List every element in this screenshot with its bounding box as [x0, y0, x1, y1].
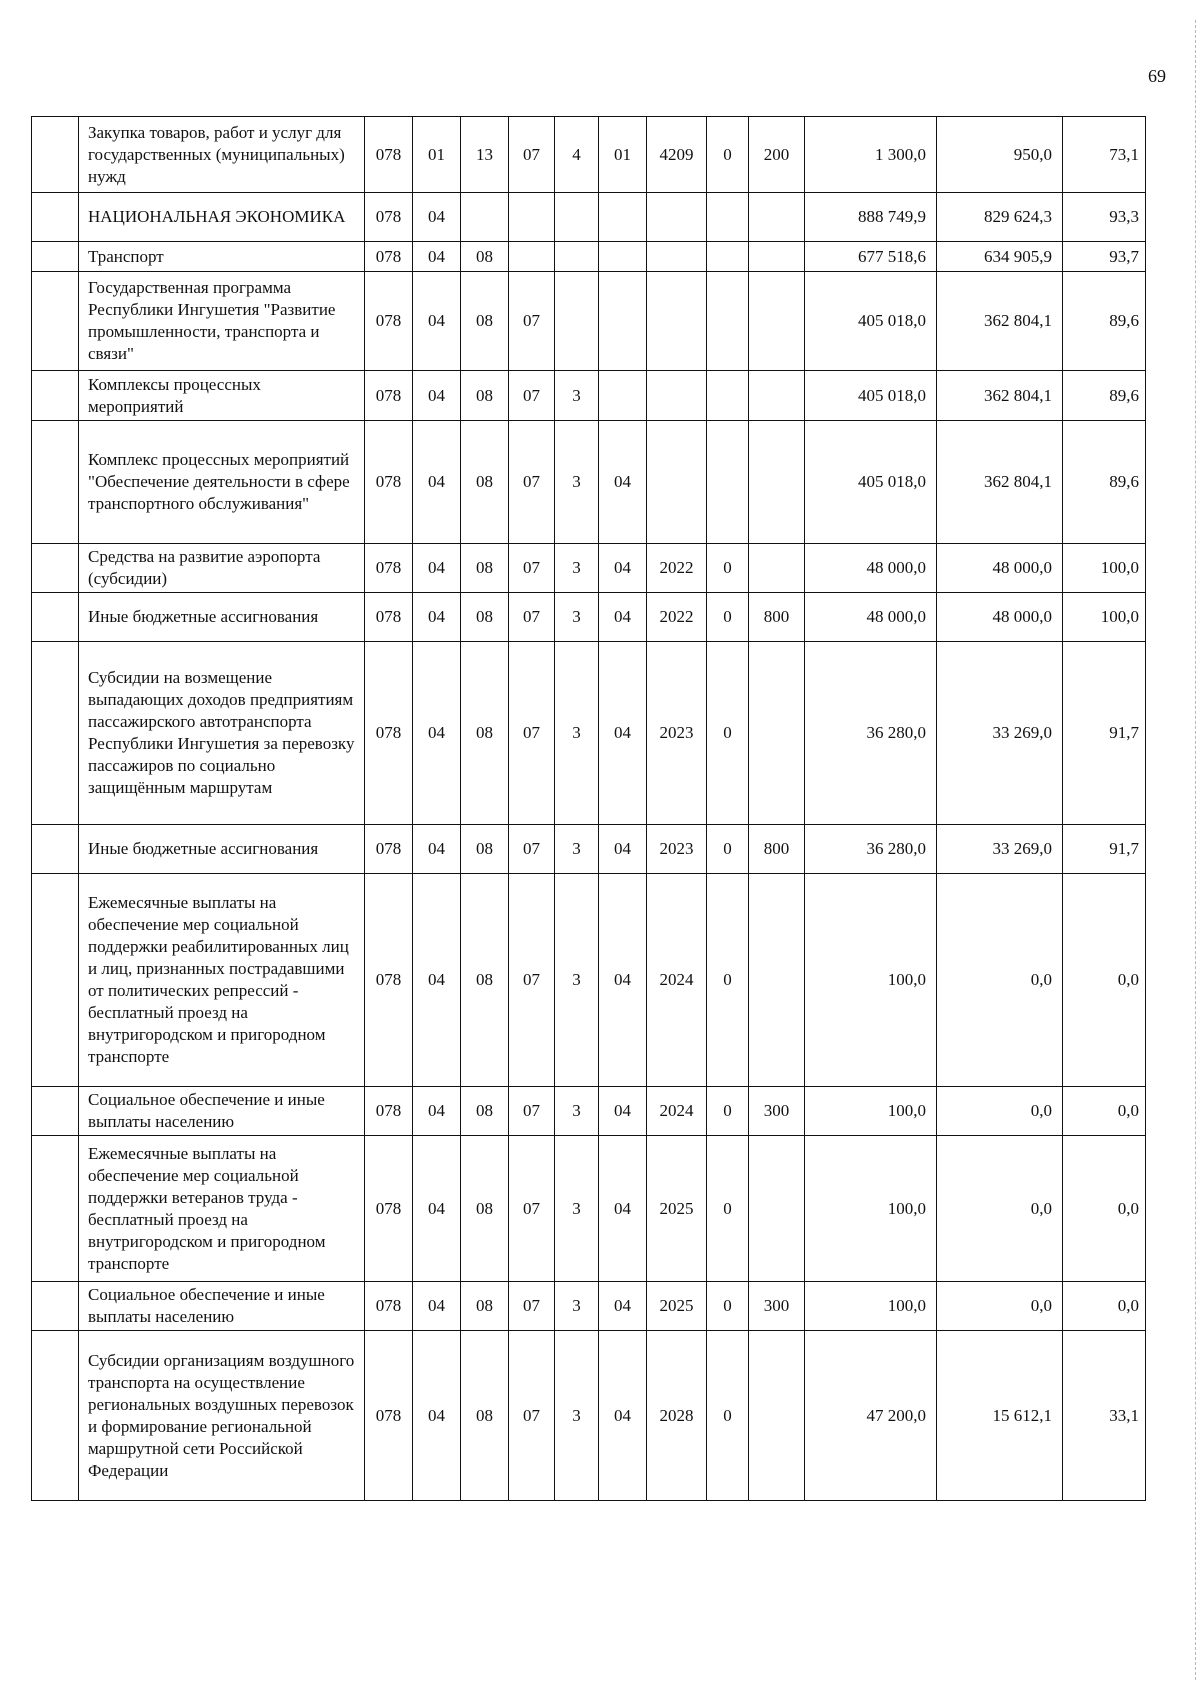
- cell-complex-code: [599, 242, 647, 272]
- cell-direction-suffix: 0: [707, 1087, 749, 1136]
- cell-item-name: Ежемесячные выплаты на обеспечение мер социальной поддержки реабилитированных лиц и лиц, признанных пострадавшими от политических репрессий - бесплатный проезд на внутригородском и пригородном транспорте: [79, 874, 365, 1087]
- cell-item-name: Средства на развитие аэропорта (субсидии): [79, 544, 365, 593]
- cell-execution-percent: 0,0: [1063, 874, 1146, 1087]
- cell-execution-percent: 0,0: [1063, 1282, 1146, 1331]
- cell-planned-amount: 405 018,0: [805, 421, 937, 544]
- cell-actual-amount: 362 804,1: [937, 371, 1063, 421]
- cell-direction-suffix: 0: [707, 642, 749, 825]
- cell-row-number: [32, 193, 79, 242]
- cell-complex-code: [599, 272, 647, 371]
- cell-actual-amount: 0,0: [937, 1282, 1063, 1331]
- cell-planned-amount: 677 518,6: [805, 242, 937, 272]
- cell-execution-percent: 93,3: [1063, 193, 1146, 242]
- cell-subsection-code: 13: [461, 117, 509, 193]
- cell-direction-suffix: 0: [707, 1136, 749, 1282]
- cell-direction-suffix: 0: [707, 1331, 749, 1501]
- cell-direction-code: 2025: [647, 1282, 707, 1331]
- cell-program-code: 07: [509, 874, 555, 1087]
- cell-execution-percent: 0,0: [1063, 1087, 1146, 1136]
- cell-direction-code: 2024: [647, 1087, 707, 1136]
- cell-section-code: 04: [413, 371, 461, 421]
- cell-actual-amount: 829 624,3: [937, 193, 1063, 242]
- cell-direction-code: 2024: [647, 874, 707, 1087]
- cell-complex-code: [599, 371, 647, 421]
- cell-ministry-code: 078: [365, 544, 413, 593]
- cell-actual-amount: 0,0: [937, 874, 1063, 1087]
- cell-expense-type-code: 300: [749, 1087, 805, 1136]
- cell-complex-code: 04: [599, 421, 647, 544]
- cell-item-name: Субсидии организациям воздушного транспорта на осуществление региональных воздушных перевозок и формирование региональной маршрутной сети Российской Федерации: [79, 1331, 365, 1501]
- cell-direction-code: [647, 242, 707, 272]
- table-row: [32, 874, 1146, 1087]
- cell-program-type-code: [555, 272, 599, 371]
- cell-row-number: [32, 371, 79, 421]
- cell-actual-amount: 362 804,1: [937, 272, 1063, 371]
- cell-planned-amount: 405 018,0: [805, 272, 937, 371]
- cell-program-type-code: [555, 193, 599, 242]
- table-row: [32, 117, 1146, 193]
- cell-execution-percent: 73,1: [1063, 117, 1146, 193]
- cell-planned-amount: 36 280,0: [805, 642, 937, 825]
- cell-ministry-code: 078: [365, 242, 413, 272]
- cell-direction-suffix: [707, 421, 749, 544]
- cell-subsection-code: 08: [461, 1087, 509, 1136]
- cell-item-name: НАЦИОНАЛЬНАЯ ЭКОНОМИКА: [79, 193, 365, 242]
- table-row: [32, 1331, 1146, 1501]
- cell-expense-type-code: 200: [749, 117, 805, 193]
- cell-actual-amount: 362 804,1: [937, 421, 1063, 544]
- cell-ministry-code: 078: [365, 1087, 413, 1136]
- cell-section-code: 04: [413, 1087, 461, 1136]
- cell-subsection-code: 08: [461, 825, 509, 874]
- cell-subsection-code: 08: [461, 1331, 509, 1501]
- cell-direction-code: 2023: [647, 642, 707, 825]
- cell-ministry-code: 078: [365, 371, 413, 421]
- cell-row-number: [32, 544, 79, 593]
- cell-program-code: 07: [509, 371, 555, 421]
- cell-ministry-code: 078: [365, 825, 413, 874]
- cell-complex-code: 04: [599, 825, 647, 874]
- cell-expense-type-code: [749, 371, 805, 421]
- cell-planned-amount: 100,0: [805, 1282, 937, 1331]
- cell-execution-percent: 91,7: [1063, 642, 1146, 825]
- cell-ministry-code: 078: [365, 642, 413, 825]
- scan-edge-line: [1195, 20, 1196, 1680]
- cell-actual-amount: 950,0: [937, 117, 1063, 193]
- cell-subsection-code: 08: [461, 371, 509, 421]
- cell-row-number: [32, 1282, 79, 1331]
- cell-item-name: Закупка товаров, работ и услуг для государственных (муниципальных) нужд: [79, 117, 365, 193]
- cell-program-code: 07: [509, 272, 555, 371]
- cell-program-type-code: 3: [555, 371, 599, 421]
- cell-planned-amount: 48 000,0: [805, 593, 937, 642]
- cell-section-code: 01: [413, 117, 461, 193]
- cell-ministry-code: 078: [365, 421, 413, 544]
- table-row: [32, 544, 1146, 593]
- cell-program-type-code: 3: [555, 1087, 599, 1136]
- cell-actual-amount: 15 612,1: [937, 1331, 1063, 1501]
- cell-complex-code: 04: [599, 544, 647, 593]
- cell-direction-suffix: [707, 371, 749, 421]
- cell-direction-code: [647, 272, 707, 371]
- cell-actual-amount: 48 000,0: [937, 544, 1063, 593]
- cell-program-code: 07: [509, 1282, 555, 1331]
- cell-program-type-code: 3: [555, 825, 599, 874]
- cell-subsection-code: [461, 193, 509, 242]
- cell-section-code: 04: [413, 1136, 461, 1282]
- cell-complex-code: 04: [599, 1282, 647, 1331]
- cell-direction-code: 2022: [647, 593, 707, 642]
- cell-planned-amount: 36 280,0: [805, 825, 937, 874]
- cell-direction-code: 4209: [647, 117, 707, 193]
- cell-section-code: 04: [413, 421, 461, 544]
- cell-complex-code: [599, 193, 647, 242]
- cell-ministry-code: 078: [365, 1136, 413, 1282]
- cell-row-number: [32, 593, 79, 642]
- table-row: [32, 1282, 1146, 1331]
- cell-direction-suffix: [707, 193, 749, 242]
- cell-program-code: 07: [509, 421, 555, 544]
- cell-ministry-code: 078: [365, 1282, 413, 1331]
- cell-expense-type-code: [749, 642, 805, 825]
- cell-row-number: [32, 242, 79, 272]
- cell-actual-amount: 48 000,0: [937, 593, 1063, 642]
- cell-ministry-code: 078: [365, 193, 413, 242]
- cell-planned-amount: 47 200,0: [805, 1331, 937, 1501]
- cell-execution-percent: 100,0: [1063, 593, 1146, 642]
- cell-direction-suffix: 0: [707, 874, 749, 1087]
- cell-expense-type-code: [749, 1136, 805, 1282]
- cell-program-type-code: 3: [555, 421, 599, 544]
- cell-subsection-code: 08: [461, 1282, 509, 1331]
- cell-execution-percent: 93,7: [1063, 242, 1146, 272]
- cell-execution-percent: 33,1: [1063, 1331, 1146, 1501]
- cell-section-code: 04: [413, 242, 461, 272]
- cell-expense-type-code: [749, 544, 805, 593]
- cell-program-code: 07: [509, 1087, 555, 1136]
- cell-section-code: 04: [413, 874, 461, 1087]
- table-row: [32, 642, 1146, 825]
- cell-complex-code: 04: [599, 1087, 647, 1136]
- cell-section-code: 04: [413, 1282, 461, 1331]
- cell-complex-code: 04: [599, 1136, 647, 1282]
- table-body: [32, 117, 1146, 1501]
- cell-actual-amount: 33 269,0: [937, 642, 1063, 825]
- page-number: 69: [1148, 66, 1166, 86]
- cell-program-type-code: 3: [555, 874, 599, 1087]
- cell-section-code: 04: [413, 272, 461, 371]
- cell-item-name: Ежемесячные выплаты на обеспечение мер социальной поддержки ветеранов труда - бесплатный проезд на внутригородском и пригородном транспорте: [79, 1136, 365, 1282]
- cell-expense-type-code: [749, 421, 805, 544]
- cell-program-code: 07: [509, 642, 555, 825]
- cell-item-name: Комплекс процессных мероприятий "Обеспечение деятельности в сфере транспортного обслуживания": [79, 421, 365, 544]
- table-row: [32, 272, 1146, 371]
- cell-row-number: [32, 874, 79, 1087]
- cell-program-code: 07: [509, 825, 555, 874]
- cell-expense-type-code: 300: [749, 1282, 805, 1331]
- cell-program-code: 07: [509, 1331, 555, 1501]
- cell-planned-amount: 1 300,0: [805, 117, 937, 193]
- cell-program-type-code: 3: [555, 1136, 599, 1282]
- cell-expense-type-code: [749, 874, 805, 1087]
- cell-direction-code: 2025: [647, 1136, 707, 1282]
- cell-complex-code: 01: [599, 117, 647, 193]
- cell-item-name: Социальное обеспечение и иные выплаты населению: [79, 1087, 365, 1136]
- cell-complex-code: 04: [599, 874, 647, 1087]
- cell-complex-code: 04: [599, 1331, 647, 1501]
- cell-program-type-code: [555, 242, 599, 272]
- cell-section-code: 04: [413, 642, 461, 825]
- cell-planned-amount: 888 749,9: [805, 193, 937, 242]
- cell-execution-percent: 100,0: [1063, 544, 1146, 593]
- cell-ministry-code: 078: [365, 117, 413, 193]
- cell-ministry-code: 078: [365, 1331, 413, 1501]
- table-row: [32, 421, 1146, 544]
- cell-subsection-code: 08: [461, 874, 509, 1087]
- cell-program-code: [509, 242, 555, 272]
- cell-execution-percent: 0,0: [1063, 1136, 1146, 1282]
- cell-direction-code: [647, 193, 707, 242]
- cell-program-code: 07: [509, 117, 555, 193]
- cell-program-code: [509, 193, 555, 242]
- cell-program-code: 07: [509, 544, 555, 593]
- cell-item-name: Комплексы процессных мероприятий: [79, 371, 365, 421]
- cell-actual-amount: 0,0: [937, 1136, 1063, 1282]
- cell-execution-percent: 89,6: [1063, 421, 1146, 544]
- cell-row-number: [32, 825, 79, 874]
- cell-expense-type-code: 800: [749, 825, 805, 874]
- cell-direction-code: 2023: [647, 825, 707, 874]
- cell-actual-amount: 33 269,0: [937, 825, 1063, 874]
- budget-table: [31, 116, 1146, 1501]
- cell-ministry-code: 078: [365, 593, 413, 642]
- table-row: [32, 242, 1146, 272]
- cell-row-number: [32, 1087, 79, 1136]
- cell-row-number: [32, 272, 79, 371]
- table-row: [32, 371, 1146, 421]
- cell-direction-suffix: [707, 272, 749, 371]
- cell-program-type-code: 3: [555, 1282, 599, 1331]
- cell-section-code: 04: [413, 544, 461, 593]
- cell-expense-type-code: [749, 193, 805, 242]
- table-row: [32, 1087, 1146, 1136]
- cell-planned-amount: 100,0: [805, 874, 937, 1087]
- cell-item-name: Иные бюджетные ассигнования: [79, 593, 365, 642]
- table-row: [32, 593, 1146, 642]
- cell-section-code: 04: [413, 825, 461, 874]
- cell-subsection-code: 08: [461, 421, 509, 544]
- cell-section-code: 04: [413, 1331, 461, 1501]
- cell-item-name: Субсидии на возмещение выпадающих доходов предприятиям пассажирского автотранспорта Республики Ингушетия за перевозку пассажиров по социально защищённым маршрутам: [79, 642, 365, 825]
- cell-subsection-code: 08: [461, 544, 509, 593]
- cell-row-number: [32, 1331, 79, 1501]
- table-row: [32, 193, 1146, 242]
- cell-complex-code: 04: [599, 593, 647, 642]
- cell-row-number: [32, 117, 79, 193]
- cell-direction-suffix: 0: [707, 117, 749, 193]
- cell-expense-type-code: [749, 272, 805, 371]
- cell-item-name: Социальное обеспечение и иные выплаты населению: [79, 1282, 365, 1331]
- cell-complex-code: 04: [599, 642, 647, 825]
- cell-subsection-code: 08: [461, 1136, 509, 1282]
- table-row: [32, 825, 1146, 874]
- cell-planned-amount: 100,0: [805, 1136, 937, 1282]
- cell-ministry-code: 078: [365, 874, 413, 1087]
- cell-program-code: 07: [509, 593, 555, 642]
- cell-actual-amount: 0,0: [937, 1087, 1063, 1136]
- cell-actual-amount: 634 905,9: [937, 242, 1063, 272]
- cell-direction-suffix: 0: [707, 544, 749, 593]
- cell-direction-suffix: 0: [707, 1282, 749, 1331]
- cell-item-name: Иные бюджетные ассигнования: [79, 825, 365, 874]
- cell-planned-amount: 48 000,0: [805, 544, 937, 593]
- cell-execution-percent: 89,6: [1063, 371, 1146, 421]
- cell-expense-type-code: [749, 242, 805, 272]
- cell-expense-type-code: [749, 1331, 805, 1501]
- cell-section-code: 04: [413, 193, 461, 242]
- cell-direction-code: 2028: [647, 1331, 707, 1501]
- cell-subsection-code: 08: [461, 593, 509, 642]
- cell-subsection-code: 08: [461, 272, 509, 371]
- cell-item-name: Транспорт: [79, 242, 365, 272]
- cell-planned-amount: 100,0: [805, 1087, 937, 1136]
- cell-expense-type-code: 800: [749, 593, 805, 642]
- cell-direction-suffix: [707, 242, 749, 272]
- cell-program-type-code: 3: [555, 642, 599, 825]
- cell-direction-suffix: 0: [707, 593, 749, 642]
- cell-program-type-code: 3: [555, 544, 599, 593]
- cell-direction-code: [647, 421, 707, 544]
- cell-planned-amount: 405 018,0: [805, 371, 937, 421]
- cell-direction-suffix: 0: [707, 825, 749, 874]
- cell-item-name: Государственная программа Республики Ингушетия "Развитие промышленности, транспорта и связи": [79, 272, 365, 371]
- cell-row-number: [32, 1136, 79, 1282]
- cell-direction-code: 2022: [647, 544, 707, 593]
- cell-row-number: [32, 642, 79, 825]
- cell-program-type-code: 3: [555, 593, 599, 642]
- cell-direction-code: [647, 371, 707, 421]
- cell-subsection-code: 08: [461, 642, 509, 825]
- cell-ministry-code: 078: [365, 272, 413, 371]
- cell-subsection-code: 08: [461, 242, 509, 272]
- cell-program-type-code: 3: [555, 1331, 599, 1501]
- cell-section-code: 04: [413, 593, 461, 642]
- cell-execution-percent: 91,7: [1063, 825, 1146, 874]
- cell-program-type-code: 4: [555, 117, 599, 193]
- cell-execution-percent: 89,6: [1063, 272, 1146, 371]
- cell-row-number: [32, 421, 79, 544]
- table-row: [32, 1136, 1146, 1282]
- cell-program-code: 07: [509, 1136, 555, 1282]
